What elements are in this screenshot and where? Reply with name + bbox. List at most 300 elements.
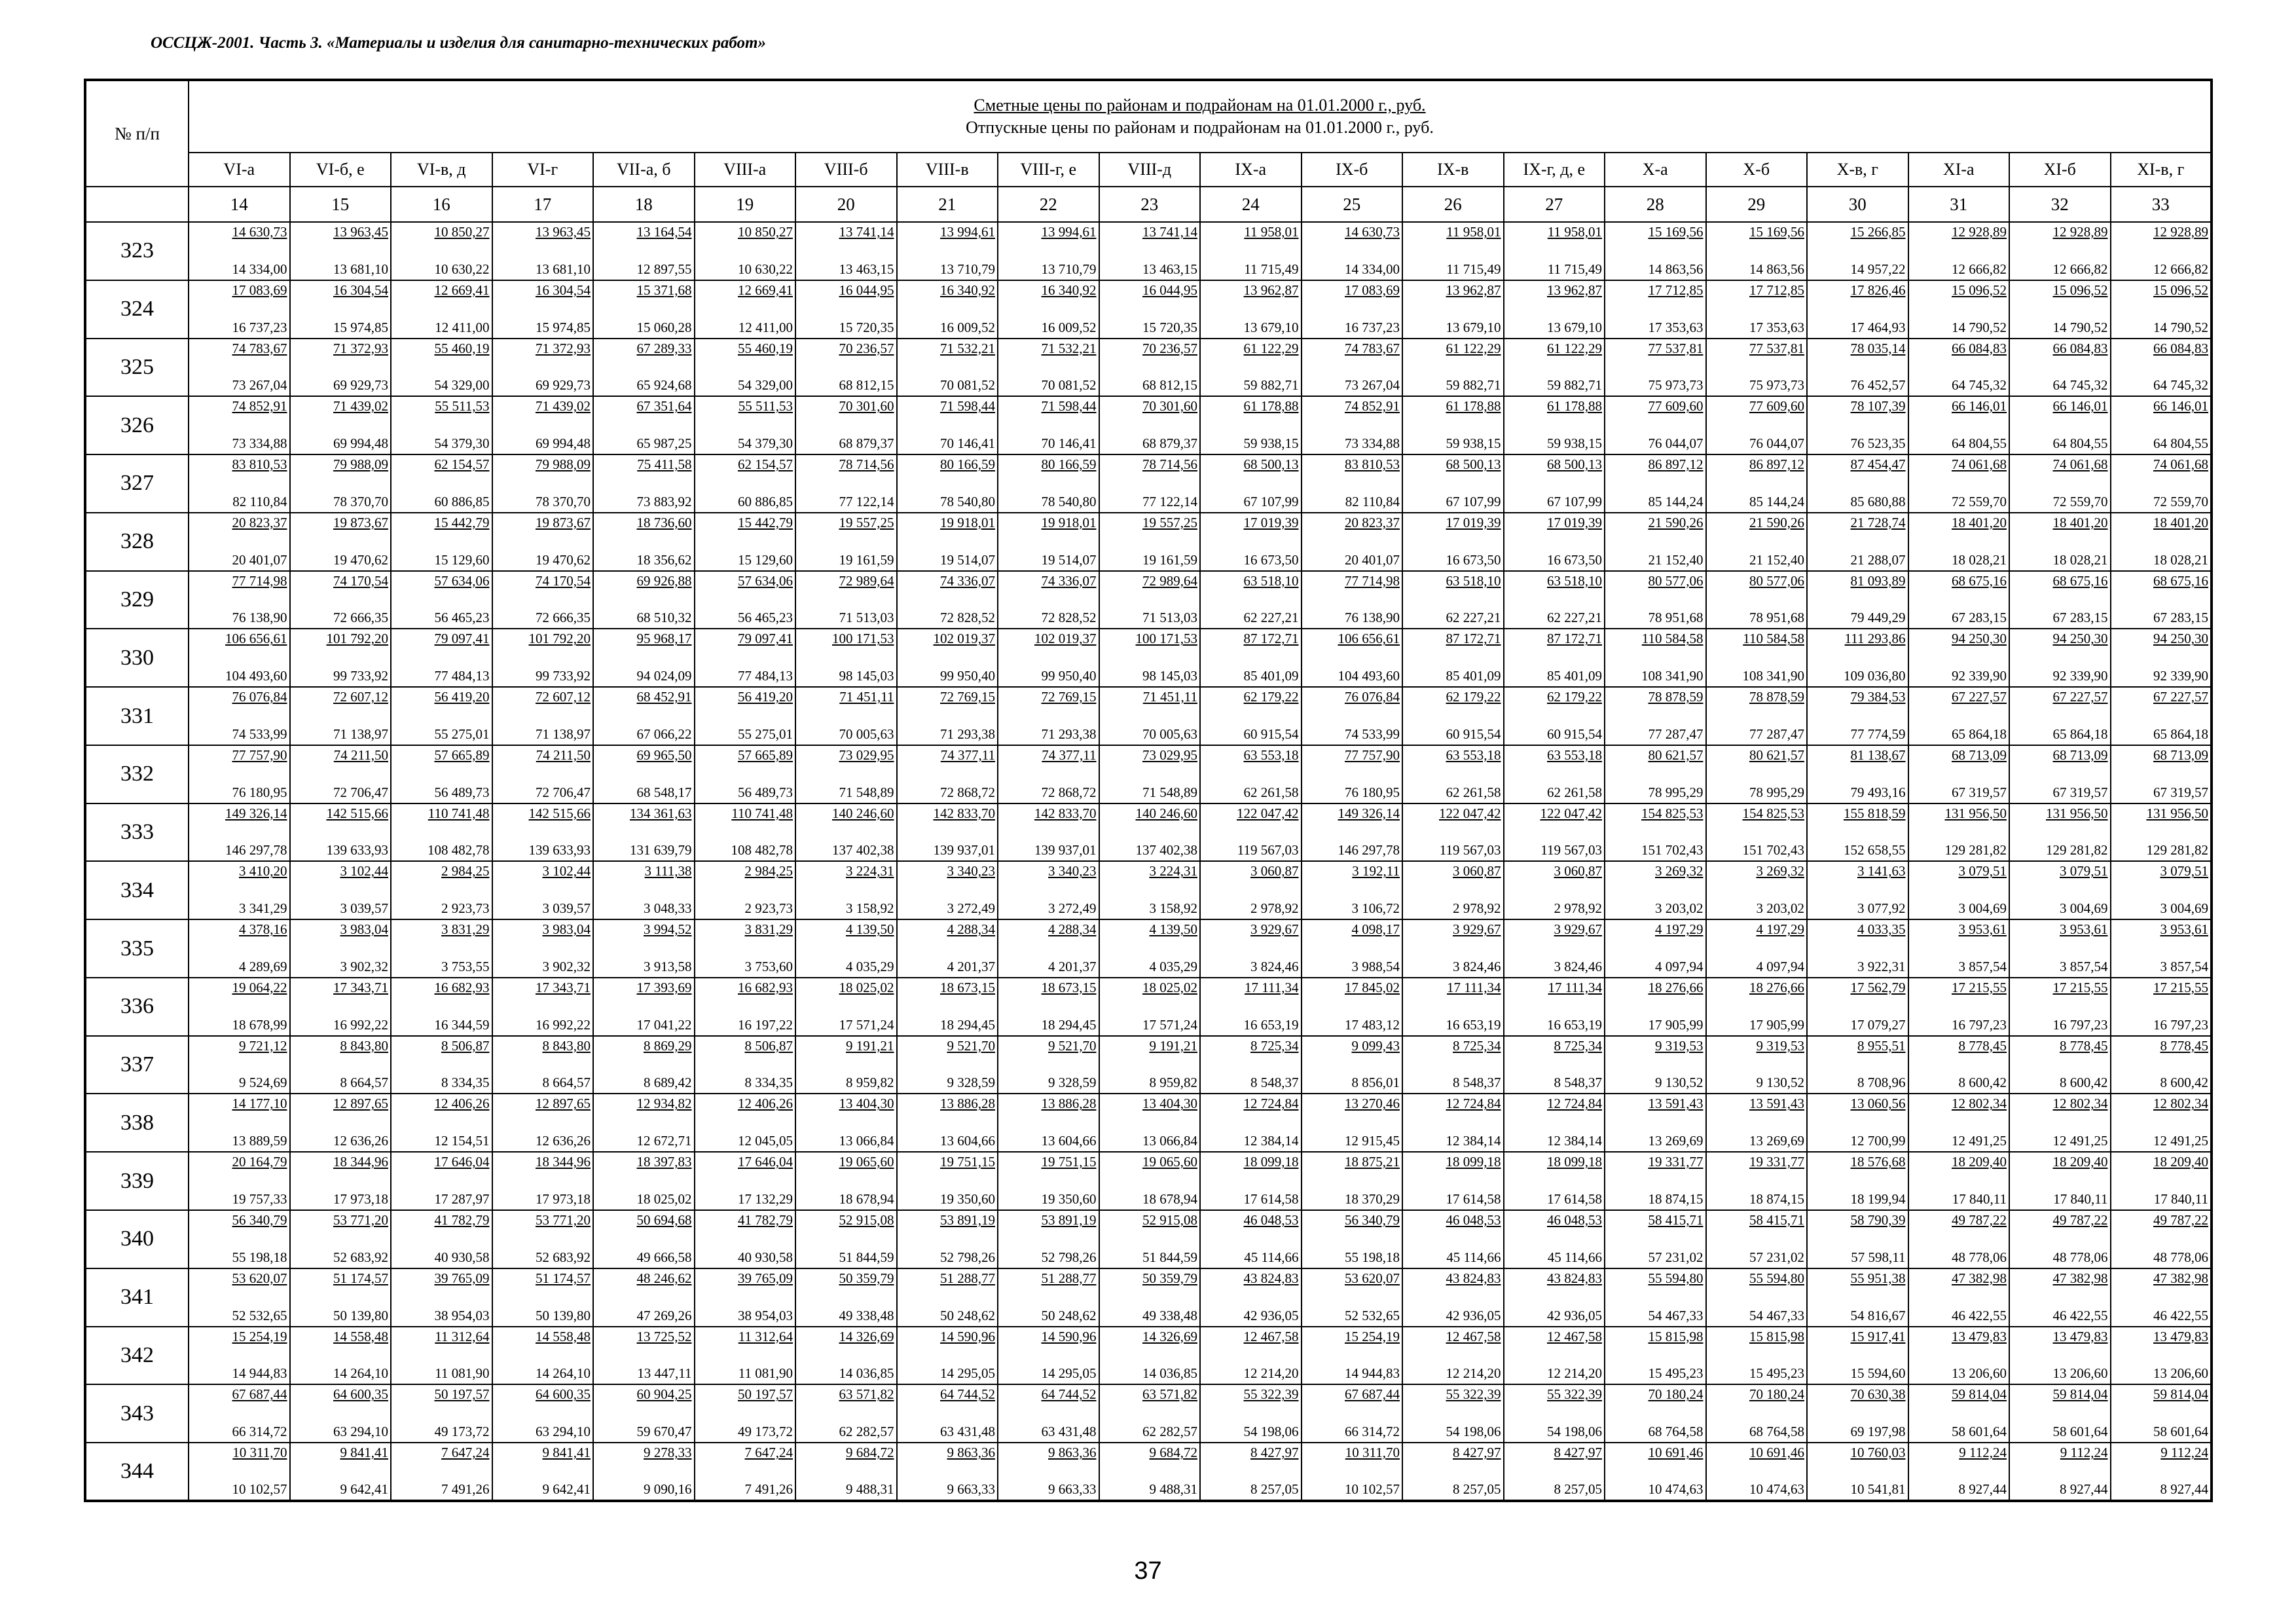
estimate-price: 77 609,60 [1648, 398, 1704, 415]
estimate-price: 9 112,24 [2060, 1445, 2108, 1461]
release-price: 77 774,59 [1850, 726, 1906, 742]
price-cell [189, 339, 290, 397]
release-price: 13 066,84 [1142, 1133, 1197, 1149]
price-cell [1504, 919, 1605, 978]
release-price: 71 548,89 [839, 784, 894, 800]
release-price: 21 288,07 [1850, 551, 1906, 568]
price-cell [290, 745, 392, 803]
price-cell [695, 1327, 796, 1385]
estimate-price: 71 451,11 [839, 689, 894, 705]
price-cell [1200, 513, 1302, 571]
estimate-price: 52 915,08 [839, 1212, 894, 1228]
estimate-price: 9 278,33 [644, 1445, 692, 1461]
price-cell [290, 1036, 392, 1094]
estimate-price: 12 802,34 [2052, 1096, 2108, 1112]
release-price: 45 114,66 [1244, 1249, 1299, 1265]
estimate-price: 70 301,60 [1142, 398, 1197, 415]
price-cell [1908, 803, 2010, 862]
release-price: 19 514,07 [940, 551, 995, 568]
estimate-price: 106 656,61 [225, 631, 287, 647]
release-price: 10 474,63 [1749, 1481, 1804, 1497]
price-cell [1807, 1268, 1908, 1327]
release-price: 10 102,57 [232, 1481, 287, 1497]
estimate-price: 71 532,21 [1041, 340, 1097, 356]
price-cell [695, 1036, 796, 1094]
estimate-price: 47 382,98 [1952, 1270, 2007, 1286]
price-cell [1908, 745, 2010, 803]
price-cell [593, 454, 695, 513]
price-cell [1099, 1094, 1201, 1152]
estimate-price: 13 591,43 [1749, 1096, 1804, 1112]
release-price: 13 206,60 [2153, 1365, 2208, 1382]
release-price: 12 384,14 [1547, 1133, 1602, 1149]
release-price: 72 666,35 [536, 610, 591, 626]
header-row-indexes [85, 187, 2212, 222]
estimate-price: 74 336,07 [1041, 572, 1097, 589]
release-price: 15 720,35 [839, 319, 894, 335]
column-number: 23 [1099, 187, 1201, 222]
release-price: 56 489,73 [738, 784, 793, 800]
estimate-price: 56 419,20 [434, 689, 490, 705]
price-cell [1908, 454, 2010, 513]
release-price: 18 874,15 [1648, 1191, 1704, 1208]
price-cell [593, 339, 695, 397]
price-cell [897, 1094, 998, 1152]
estimate-price: 83 810,53 [232, 456, 287, 473]
release-price: 11 081,90 [435, 1365, 490, 1382]
price-cell [1504, 513, 1605, 571]
price-cell [1402, 687, 1504, 745]
release-price: 12 384,14 [1446, 1133, 1501, 1149]
estimate-price: 43 824,83 [1547, 1270, 1602, 1286]
estimate-price: 21 590,26 [1749, 514, 1804, 530]
release-price: 72 868,72 [940, 784, 995, 800]
price-cell [795, 687, 897, 745]
release-price: 77 484,13 [738, 668, 793, 684]
release-price: 85 401,09 [1446, 668, 1501, 684]
estimate-price: 9 099,43 [1351, 1037, 1400, 1054]
row-number: 330 [85, 629, 189, 687]
estimate-price: 77 714,98 [1345, 572, 1400, 589]
estimate-price: 87 172,71 [1446, 631, 1501, 647]
estimate-price: 67 227,57 [1952, 689, 2007, 705]
estimate-price: 15 254,19 [232, 1328, 287, 1344]
estimate-price: 8 955,51 [1857, 1037, 1906, 1054]
estimate-price: 81 138,67 [1850, 747, 1906, 763]
estimate-price: 18 209,40 [1952, 1154, 2007, 1170]
release-price: 62 282,57 [1142, 1424, 1197, 1440]
price-cell [1605, 396, 1706, 454]
release-price: 13 604,66 [940, 1133, 995, 1149]
release-price: 58 601,64 [2153, 1424, 2208, 1440]
row-number: 341 [85, 1268, 189, 1327]
price-cell [391, 1036, 492, 1094]
release-price: 42 936,05 [1547, 1307, 1602, 1323]
estimate-price: 51 174,57 [536, 1270, 591, 1286]
price-cell [2009, 803, 2111, 862]
price-cell [1302, 513, 1403, 571]
price-cell [1706, 1210, 1808, 1268]
table-row [85, 1152, 2212, 1210]
release-price: 10 541,81 [1850, 1481, 1906, 1497]
release-price: 72 559,70 [2153, 493, 2208, 509]
release-price: 56 465,23 [434, 610, 490, 626]
estimate-price: 13 994,61 [940, 224, 995, 240]
price-cell [1099, 1268, 1201, 1327]
release-price: 85 401,09 [1243, 668, 1299, 684]
price-cell [1908, 396, 2010, 454]
estimate-price: 18 401,20 [2153, 514, 2208, 530]
estimate-price: 62 179,22 [1243, 689, 1299, 705]
estimate-price: 61 178,88 [1446, 398, 1501, 415]
column-number: 16 [391, 187, 492, 222]
column-number: 27 [1504, 187, 1605, 222]
release-price: 67 283,15 [1952, 610, 2007, 626]
price-cell [2111, 1094, 2212, 1152]
price-cell [1504, 1094, 1605, 1152]
release-price: 48 778,06 [1952, 1249, 2007, 1265]
price-cell [1402, 1268, 1504, 1327]
estimate-price: 15 169,56 [1749, 224, 1804, 240]
release-price: 18 025,02 [636, 1191, 692, 1208]
release-price: 12 491,25 [1952, 1133, 2007, 1149]
estimate-price: 15 169,56 [1648, 224, 1704, 240]
release-price: 21 152,40 [1749, 551, 1804, 568]
row-number: 323 [85, 222, 189, 280]
release-price: 55 275,01 [738, 726, 793, 742]
release-price: 8 664,57 [542, 1075, 591, 1091]
release-price: 77 484,13 [434, 668, 490, 684]
num-header: № п/п [85, 80, 189, 187]
price-cell [1099, 1152, 1201, 1210]
price-cell [2111, 687, 2212, 745]
price-cell [2111, 1443, 2212, 1501]
release-price: 131 639,79 [630, 842, 692, 858]
price-cell [1504, 222, 1605, 280]
estimate-price: 16 682,93 [434, 979, 490, 995]
estimate-price: 55 594,80 [1648, 1270, 1704, 1286]
price-cell [1605, 1036, 1706, 1094]
release-price: 4 289,69 [239, 958, 287, 974]
release-price: 59 882,71 [1547, 377, 1602, 394]
estimate-price: 70 236,57 [839, 340, 894, 356]
column-number: 33 [2111, 187, 2212, 222]
price-cell [795, 1327, 897, 1385]
price-cell [1504, 339, 1605, 397]
release-price: 14 944,83 [1345, 1365, 1400, 1382]
release-price: 60 886,85 [434, 493, 490, 509]
estimate-price: 19 064,22 [232, 979, 287, 995]
price-cell [1908, 1036, 2010, 1094]
release-price: 58 601,64 [1952, 1424, 2007, 1440]
release-price: 8 927,44 [2160, 1481, 2208, 1497]
release-price: 19 757,33 [232, 1191, 287, 1208]
release-price: 8 708,96 [1857, 1075, 1906, 1091]
release-price: 7 491,26 [744, 1481, 793, 1497]
estimate-price: 13 741,14 [839, 224, 894, 240]
price-cell [290, 629, 392, 687]
estimate-price: 67 351,64 [636, 398, 692, 415]
row-number: 343 [85, 1384, 189, 1443]
estimate-price: 63 553,18 [1446, 747, 1501, 763]
release-price: 85 401,09 [1547, 668, 1602, 684]
price-cell [1807, 978, 1908, 1036]
price-cell [1605, 919, 1706, 978]
release-price: 3 039,57 [340, 900, 388, 917]
column-number: 22 [998, 187, 1099, 222]
price-cell [1099, 1210, 1201, 1268]
price-cell [492, 687, 594, 745]
estimate-price: 17 393,69 [636, 979, 692, 995]
estimate-price: 14 558,48 [333, 1328, 388, 1344]
price-cell [897, 745, 998, 803]
price-cell [897, 861, 998, 919]
release-price: 13 679,10 [1446, 319, 1501, 335]
price-cell [2009, 1152, 2111, 1210]
estimate-price: 9 319,53 [1655, 1037, 1704, 1054]
price-cell [1605, 1384, 1706, 1443]
estimate-price: 3 102,44 [542, 863, 591, 879]
price-cell [391, 745, 492, 803]
estimate-price: 63 571,82 [839, 1386, 894, 1403]
estimate-price: 94 250,30 [1952, 631, 2007, 647]
release-price: 146 297,78 [1338, 842, 1400, 858]
release-price: 12 636,26 [333, 1133, 388, 1149]
release-price: 57 231,02 [1749, 1249, 1804, 1265]
release-price: 72 868,72 [1041, 784, 1097, 800]
estimate-price: 83 810,53 [1345, 456, 1400, 473]
estimate-price: 95 968,17 [636, 631, 692, 647]
estimate-price: 17 215,55 [2052, 979, 2108, 995]
release-price: 52 532,65 [232, 1307, 287, 1323]
estimate-price: 2 984,25 [441, 863, 490, 879]
estimate-price: 9 841,41 [542, 1445, 591, 1461]
price-cell [593, 861, 695, 919]
release-price: 14 036,85 [1142, 1365, 1197, 1382]
estimate-price: 13 963,45 [536, 224, 591, 240]
running-header: ОССЦЖ-2001. Часть 3. «Материалы и изделия для санитарно-технических работ» [151, 34, 766, 52]
price-cell [391, 339, 492, 397]
estimate-price: 17 712,85 [1648, 282, 1704, 298]
price-cell [1402, 1210, 1504, 1268]
estimate-price: 17 019,39 [1547, 514, 1602, 530]
price-cell [1302, 1443, 1403, 1501]
table-row [85, 1094, 2212, 1152]
estimate-price: 10 760,03 [1850, 1445, 1906, 1461]
release-price: 3 272,49 [1048, 900, 1097, 917]
estimate-price: 13 164,54 [636, 224, 692, 240]
column-header: XI-б [2009, 153, 2111, 187]
table-row [85, 803, 2212, 862]
price-cell [1402, 339, 1504, 397]
price-cell [1302, 454, 1403, 513]
estimate-price: 94 250,30 [2052, 631, 2108, 647]
release-price: 74 533,99 [232, 726, 287, 742]
price-cell [391, 629, 492, 687]
price-cell [897, 978, 998, 1036]
estimate-price: 18 401,20 [1952, 514, 2007, 530]
price-cell [391, 687, 492, 745]
release-price: 65 924,68 [636, 377, 692, 394]
release-price: 139 937,01 [1034, 842, 1097, 858]
estimate-price: 3 269,32 [1756, 863, 1804, 879]
release-price: 73 267,04 [1345, 377, 1400, 394]
release-price: 3 203,02 [1655, 900, 1704, 917]
price-cell [391, 978, 492, 1036]
estimate-price: 79 097,41 [434, 631, 490, 647]
estimate-price: 81 093,89 [1850, 572, 1906, 589]
price-cell [795, 280, 897, 339]
release-price: 8 664,57 [340, 1075, 388, 1091]
price-cell [1807, 745, 1908, 803]
price-cell [695, 861, 796, 919]
price-cell [1807, 1094, 1908, 1152]
estimate-price: 131 956,50 [2146, 805, 2208, 821]
price-cell [1605, 513, 1706, 571]
release-price: 59 882,71 [1446, 377, 1501, 394]
price-cell [2111, 513, 2212, 571]
estimate-price: 142 515,66 [326, 805, 388, 821]
release-price: 3 158,92 [846, 900, 894, 917]
estimate-price: 14 177,10 [232, 1096, 287, 1112]
release-price: 66 314,72 [232, 1424, 287, 1440]
release-price: 3 272,49 [947, 900, 995, 917]
release-price: 94 024,09 [636, 668, 692, 684]
price-table [84, 79, 2213, 1502]
estimate-price: 77 757,90 [1345, 747, 1400, 763]
release-price: 67 283,15 [2153, 610, 2208, 626]
release-price: 63 431,48 [940, 1424, 995, 1440]
release-price: 8 959,82 [846, 1075, 894, 1091]
release-price: 3 106,72 [1351, 900, 1400, 917]
price-cell [593, 1036, 695, 1094]
release-price: 18 294,45 [1041, 1016, 1097, 1033]
price-cell [593, 1443, 695, 1501]
column-header: VI-б, е [290, 153, 392, 187]
release-price: 52 683,92 [536, 1249, 591, 1265]
estimate-price: 17 646,04 [434, 1154, 490, 1170]
estimate-price: 80 621,57 [1648, 747, 1704, 763]
estimate-price: 12 467,58 [1243, 1328, 1299, 1344]
price-cell [1099, 513, 1201, 571]
estimate-price: 13 994,61 [1041, 224, 1097, 240]
estimate-price: 77 609,60 [1749, 398, 1804, 415]
estimate-price: 68 500,13 [1446, 456, 1501, 473]
estimate-price: 80 166,59 [940, 456, 995, 473]
row-number: 336 [85, 978, 189, 1036]
release-price: 12 666,82 [2052, 261, 2108, 277]
price-cell [2111, 745, 2212, 803]
estimate-price: 3 224,31 [1149, 863, 1197, 879]
release-price: 3 004,69 [1958, 900, 2007, 917]
price-cell [189, 919, 290, 978]
price-cell [1402, 222, 1504, 280]
column-header: VI-в, д [391, 153, 492, 187]
estimate-price: 9 521,70 [947, 1037, 995, 1054]
release-price: 20 401,07 [232, 551, 287, 568]
price-cell [593, 803, 695, 862]
price-cell [391, 1327, 492, 1385]
price-cell [189, 803, 290, 862]
release-price: 104 493,60 [1338, 668, 1400, 684]
estimate-price: 19 751,15 [1041, 1154, 1097, 1170]
estimate-price: 21 728,74 [1850, 514, 1906, 530]
release-price: 56 465,23 [738, 610, 793, 626]
release-price: 9 488,31 [846, 1481, 894, 1497]
release-price: 45 114,66 [1547, 1249, 1602, 1265]
price-cell [1302, 687, 1403, 745]
release-price: 8 548,37 [1554, 1075, 1602, 1091]
estimate-price: 18 401,20 [2052, 514, 2108, 530]
release-price: 2 978,92 [1250, 900, 1299, 917]
release-price: 67 319,57 [1952, 784, 2007, 800]
estimate-price: 49 787,22 [2052, 1212, 2108, 1228]
price-cell [1706, 513, 1808, 571]
release-price: 78 995,29 [1749, 784, 1804, 800]
estimate-price: 70 180,24 [1648, 1386, 1704, 1403]
release-price: 13 681,10 [536, 261, 591, 277]
estimate-price: 87 172,71 [1243, 631, 1299, 647]
release-price: 49 338,48 [839, 1307, 894, 1323]
release-price: 9 090,16 [644, 1481, 692, 1497]
release-price: 16 653,19 [1446, 1016, 1501, 1033]
price-cell [593, 1094, 695, 1152]
estimate-price: 74 377,11 [1042, 747, 1097, 763]
estimate-price: 80 577,06 [1749, 572, 1804, 589]
release-price: 82 110,84 [232, 493, 287, 509]
release-price: 14 790,52 [2153, 319, 2208, 335]
price-cell [897, 1036, 998, 1094]
price-cell [290, 978, 392, 1036]
release-price: 9 524,69 [239, 1075, 287, 1091]
price-cell [998, 280, 1099, 339]
row-number: 339 [85, 1152, 189, 1210]
price-cell [593, 1384, 695, 1443]
price-cell [998, 1327, 1099, 1385]
estimate-price: 71 372,93 [536, 340, 591, 356]
column-number: 15 [290, 187, 392, 222]
price-cell [1099, 1327, 1201, 1385]
release-price: 52 532,65 [1345, 1307, 1400, 1323]
release-price: 71 293,38 [1041, 726, 1097, 742]
estimate-price: 49 787,22 [2153, 1212, 2208, 1228]
estimate-price: 87 454,47 [1850, 456, 1906, 473]
estimate-price: 53 891,19 [940, 1212, 995, 1228]
release-price: 18 678,94 [1142, 1191, 1197, 1208]
estimate-price: 4 288,34 [1048, 921, 1097, 938]
estimate-price: 59 814,04 [1952, 1386, 2007, 1403]
price-cell [492, 222, 594, 280]
price-cell [1605, 687, 1706, 745]
release-price: 67 107,99 [1446, 493, 1501, 509]
estimate-price: 64 744,52 [1041, 1386, 1097, 1403]
release-price: 8 600,42 [1958, 1075, 2007, 1091]
release-price: 60 886,85 [738, 493, 793, 509]
estimate-price: 57 634,06 [738, 572, 793, 589]
estimate-price: 77 714,98 [232, 572, 287, 589]
estimate-price: 55 594,80 [1749, 1270, 1804, 1286]
price-cell [290, 919, 392, 978]
price-cell [2111, 1036, 2212, 1094]
price-cell [391, 861, 492, 919]
estimate-price: 19 751,15 [940, 1154, 995, 1170]
release-price: 17 840,11 [2153, 1191, 2208, 1208]
release-price: 85 144,24 [1749, 493, 1804, 509]
release-price: 75 973,73 [1749, 377, 1804, 394]
release-price: 52 798,26 [940, 1249, 995, 1265]
estimate-price: 71 598,44 [940, 398, 995, 415]
release-price: 73 267,04 [232, 377, 287, 394]
